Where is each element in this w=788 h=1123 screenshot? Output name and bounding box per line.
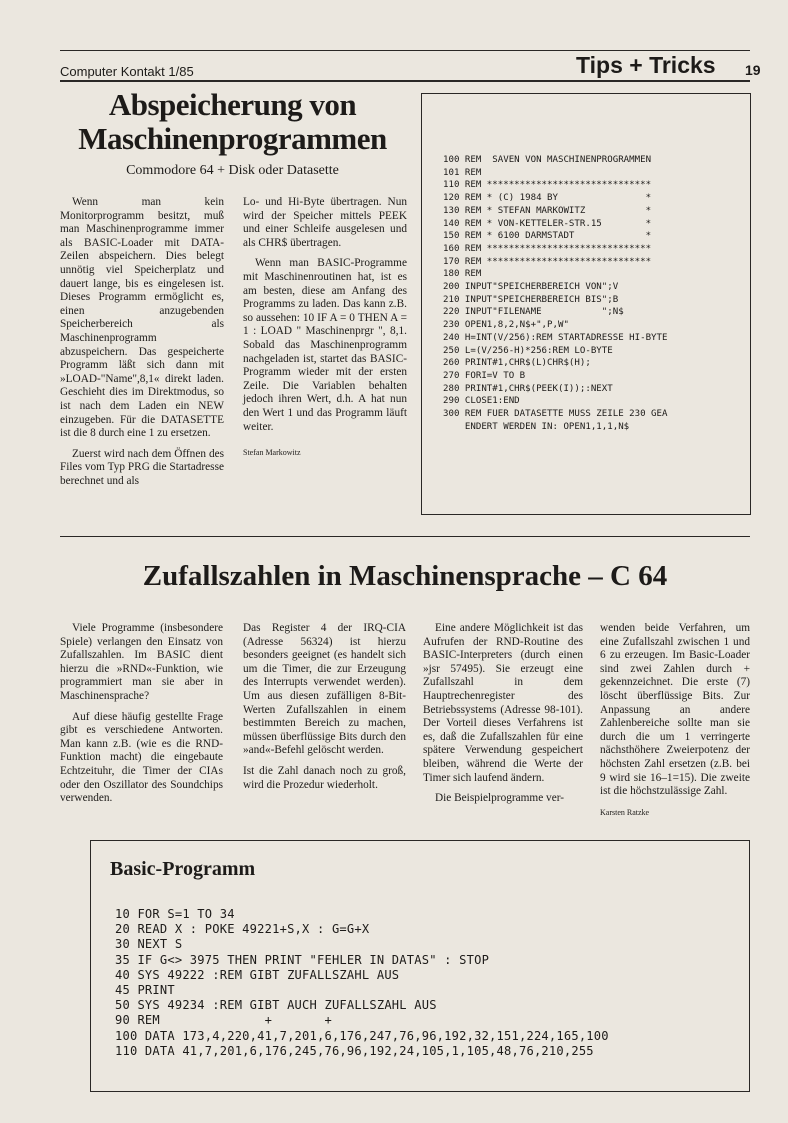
header-rule-top xyxy=(60,50,750,51)
article2-column-2 xyxy=(243,622,406,799)
article1-author: Stefan Markowitz xyxy=(243,448,301,458)
code-line: 130 REM * STEFAN MARKOWITZ * xyxy=(443,205,652,216)
code-line: 101 REM xyxy=(443,167,482,178)
code-line: ENDERT WERDEN IN: OPEN1,1,1,N$ xyxy=(443,421,630,432)
article2-column-3 xyxy=(423,622,583,813)
code-line: 180 REM xyxy=(443,269,482,280)
code-line: 30 NEXT S xyxy=(115,937,183,952)
code-line: 90 REM + + xyxy=(115,1013,332,1028)
section-title: Tips + Tricks xyxy=(576,52,716,78)
code-line: 280 PRINT#1,CHR$(PEEK(I));:NEXT xyxy=(443,383,613,394)
paragraph: Eine andere Möglichkeit ist das Aufrufen der RND-Routine des BASIC-Interpreters (durch einen »jsr 57495). Sie erzeugt eine Zufallszahl in dem Hauptrechenregister des Betriebssystems (Adresse 98-101). Der Vorteil dieses Verfahrens ist es, daß die Zufallszahlen für eine spätere Verwendung gespeichert bleiben, während die Werte der Timer sich laufend ändern. xyxy=(423,622,583,784)
code-line: 200 INPUT"SPEICHERBEREICH VON";V xyxy=(443,282,619,293)
article1-subtitle: Commodore 64 + Disk oder Datasette xyxy=(126,163,339,178)
page-number: 19 xyxy=(745,62,761,78)
paragraph: Viele Programme (insbesondere Spiele) verlangen den Einsatz von Zufallszahlen. Im BASIC dient hierzu die »RND«-Funktion, wie programmiert man sie aber in Maschinensprache? xyxy=(60,622,223,702)
code-line: 170 REM ****************************** xyxy=(443,256,652,267)
code-line: 240 H=INT(V/256):REM STARTADRESSE HI-BYTE xyxy=(443,332,668,343)
code-line: 220 INPUT"FILENAME ";N$ xyxy=(443,307,624,318)
code-line: 250 L=(V/256-H)*256:REM LO-BYTE xyxy=(443,345,613,356)
code-line: 290 CLOSE1:END xyxy=(443,396,520,407)
code-line: 140 REM * VON-KETTELER-STR.15 * xyxy=(443,218,652,229)
basic-program-listing xyxy=(115,907,609,1059)
paragraph: Lo- und Hi-Byte übertragen. Nun wird der Speicher mittels PEEK und einer Schleife ausgelesen und als CHR$ übertragen. xyxy=(243,196,407,249)
paragraph: Auf diese häufig gestellte Frage gibt es verschiedene Antworten. Man kann z.B. (wie es die RND-Funktion macht) die eingebaute Echtzeituhr, die Timer der CIAs oder den Oszillator des Soundchips verwenden. xyxy=(60,710,223,805)
code-line: 150 REM * 6100 DARMSTADT * xyxy=(443,231,652,242)
paragraph: Zuerst wird nach dem Öffnen des Files vom Typ PRG die Startadresse berechnet und als xyxy=(60,447,224,487)
code-line: 50 SYS 49234 :REM GIBT AUCH ZUFALLSZAHL AUS xyxy=(115,998,437,1013)
code-line: 110 REM ****************************** xyxy=(443,180,652,191)
article2-column-4 xyxy=(600,622,750,819)
code-line: 110 DATA 41,7,201,6,176,245,76,96,192,24,105,1,105,48,76,210,255 xyxy=(115,1043,594,1058)
magazine-name: Computer Kontakt 1/85 xyxy=(60,64,194,79)
article1-code-listing xyxy=(443,154,667,433)
code-line: 100 DATA 173,4,220,41,7,201,6,176,247,76,96,192,32,151,224,165,100 xyxy=(115,1028,609,1043)
article2-title: Zufallszahlen in Maschinensprache – C 64 xyxy=(142,560,668,592)
paragraph: Wenn man BASIC-Programme mit Maschinenroutinen hat, ist es am besten, diese am Anfang des Programms zu laden. Das kann z.B. so aussehen: 10 IF A = 0 THEN A = 1 : LOAD " Maschinenprgr ", 8,1. Sobald das Maschinenprogramm nachgeladen ist, startet das BASIC-Programm wieder mit der ersten Zeile. Die Variablen behalten jedoch ihren Wert, d.h. A hat nun den Wert 1 und das Programm läuft weiter. xyxy=(243,257,407,433)
code-line: 40 SYS 49222 :REM GIBT ZUFALLSZAHL AUS xyxy=(115,967,400,982)
code-line: 160 REM ****************************** xyxy=(443,243,652,254)
code-line: 45 PRINT xyxy=(115,983,175,998)
code-line: 230 OPEN1,8,2,N$+",P,W" xyxy=(443,320,569,331)
paragraph: Das Register 4 der IRQ-CIA (Adresse 56324) ist hierzu besonders geeignet (es handelt sich um die Timer, die zur Erzeugung des Interrupts verwendet werden). Um aus diesen zufälligen 8-Bit-Werten Zufallszahlen in einem bestimmten Bereich zu machen, müssen überflüssige Bits durch den »and«-Befehl gelöscht werden. xyxy=(243,622,406,757)
paragraph: Wenn man kein Monitorprogramm besitzt, muß man Maschinenprogramme immer als BASIC-Loader mit DATA-Zeilen abspeichern. Dies belegt unnötig viel Speicherplatz und dauert lange, bis es eingelesen ist. Dieses Programm ermöglicht es, einen anzugebenden Speicherbereich als Maschinenprogramm abzuspeichern. Das gespeicherte Programm läßt sich dann mit »LOAD-"Name",8,1« direkt laden. Geschieht dies im Direktmodus, so ist nach dem Laden ein NEW einzugeben. Für die DATASETTE ist die 8 durch eine 1 zu ersetzen. xyxy=(60,196,224,440)
code-line: 10 FOR S=1 TO 34 xyxy=(115,907,235,921)
code-line: 120 REM * (C) 1984 BY * xyxy=(443,193,652,204)
code-line: 260 PRINT#1,CHR$(L)CHR$(H); xyxy=(443,358,591,369)
paragraph: Die Beispielprogramme ver- xyxy=(435,792,565,805)
code-line: 210 INPUT"SPEICHERBEREICH BIS";B xyxy=(443,294,619,305)
article2-author: Karsten Ratzke xyxy=(600,807,650,817)
paragraph: Ist die Zahl danach noch zu groß, wird die Prozedur wiederholt. xyxy=(243,764,406,791)
code-line: 270 FORI=V TO B xyxy=(443,370,526,381)
article2-column-1 xyxy=(60,622,223,813)
code-line: 100 REM SAVEN VON MASCHINENPROGRAMMEN xyxy=(443,155,652,165)
header-rule xyxy=(60,80,750,82)
article1-column-1 xyxy=(60,196,224,495)
code-line: 20 READ X : POKE 49221+S,X : G=G+X xyxy=(115,922,370,937)
paragraph: wenden beide Verfahren, um eine Zufallszahl zwischen 1 und 6 zu erzeugen. Im Basic-Loader sind zwei Zahlen durch + gekennzeichnet. Die erste (7) löscht überflüssige Bits. Zur Anpassung an andere Zahlenbereiche sollte man sie durch die um 1 verringerte nächsthöhere Zweierpotenz der höchsten Zahl ersetzen (z.B. bei 9 wird sie 16–1=15). Die zweite ist die höchstzulässige Zahl. xyxy=(600,622,750,798)
article-divider xyxy=(60,536,750,537)
article1-title: Abspeicherung von Maschinenprogrammen xyxy=(78,87,387,156)
code-line: 300 REM FUER DATASETTE MUSS ZEILE 230 GEA xyxy=(443,409,668,420)
basic-program-title: Basic-Programm xyxy=(110,858,256,880)
article1-column-2 xyxy=(243,196,407,460)
code-line: 35 IF G<> 3975 THEN PRINT "FEHLER IN DATAS" : STOP xyxy=(115,952,490,967)
